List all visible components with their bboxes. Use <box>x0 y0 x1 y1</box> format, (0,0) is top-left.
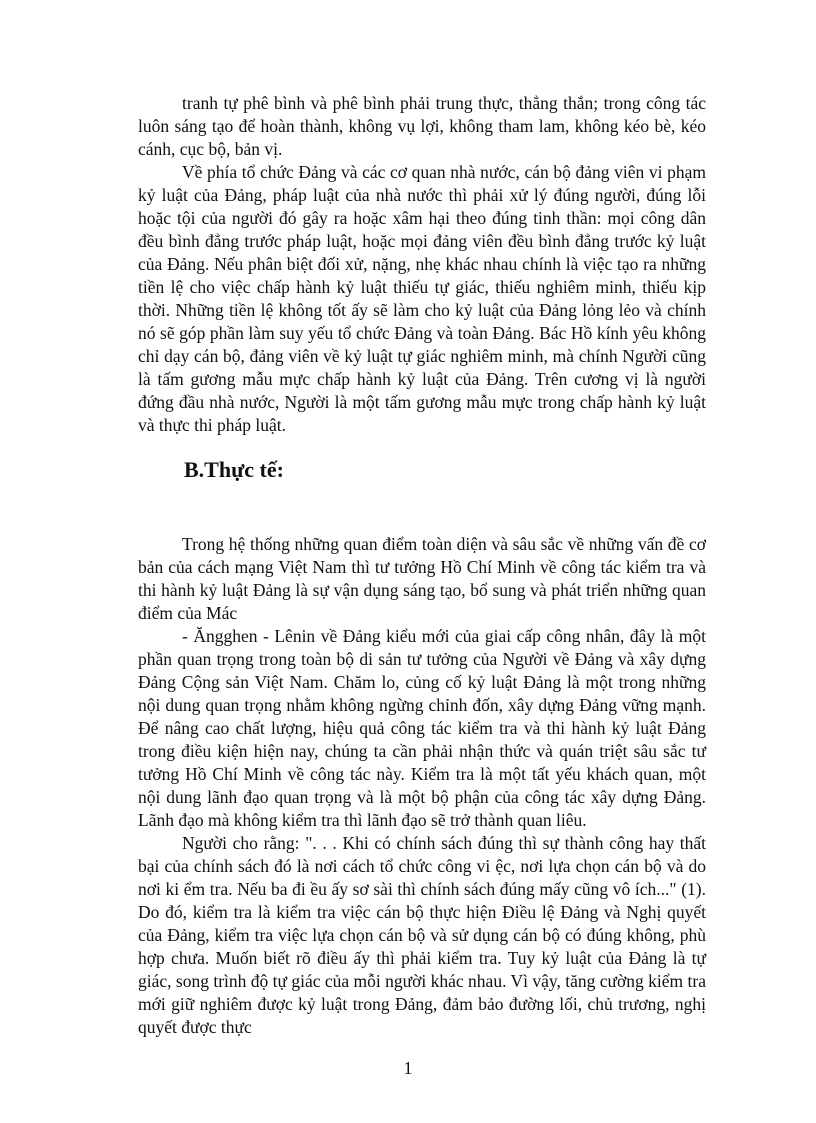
heading-spacer <box>138 485 706 533</box>
paragraph-continuation: tranh tự phê bình và phê bình phải trung thực, thẳng thắn; trong công tác luôn sáng tạo để hoàn thành, không vụ lợi, không tham lam, không kéo bè, kéo cánh, cục bộ, bản vị. <box>138 93 706 159</box>
page-number: 1 <box>403 1058 413 1078</box>
paragraph-discipline-enforcement: Về phía tổ chức Đảng và các cơ quan nhà nước, cán bộ đảng viên vi phạm kỷ luật của Đảng, pháp luật của nhà nước thì phải xử lý đúng người, đúng lỗi hoặc tội của người đó gây ra hoặc xâm hại theo đúng tinh thần: mọi công dân đều bình đẳng trước pháp luật, hoặc mọi đảng viên đều bình đẳng trước kỷ luật của Đảng. Nếu phân biệt đối xử, nặng, nhẹ khác nhau chính là việc tạo ra những tiền lệ cho việc chấp hành kỷ luật thiếu tự giác, thiếu nghiêm minh, thiếu kịp thời. Những tiền lệ không tốt ấy sẽ làm cho kỷ luật của Đảng lỏng lẻo và chính nó sẽ góp phần làm suy yếu tổ chức Đảng và toàn Đảng. Bác Hồ kính yêu không chỉ dạy cán bộ, đảng viên về kỷ luật tự giác nghiêm minh, mà chính Người cũng là tấm gương mẫu mực chấp hành kỷ luật của Đảng. Trên cương vị là người đứng đầu nhà nước, Người là một tấm gương mẫu mực trong chấp hành kỷ luật và thực thi pháp luật. <box>138 162 706 435</box>
paragraph-engels-lenin: - Ăngghen - Lênin về Đảng kiểu mới của giai cấp công nhân, đây là một phần quan trọng trong toàn bộ di sản tư tưởng của Người về Đảng và xây dựng Đảng Cộng sản Việt Nam. Chăm lo, củng cố kỷ luật Đảng là một trong những nội dung quan trọng nhằm không ngừng chỉnh đốn, xây dựng Đảng vững mạnh. Để nâng cao chất lượng, hiệu quả công tác kiểm tra và thi hành kỷ luật Đảng trong điều kiện hiện nay, chúng ta cần phải nhận thức và quán triệt sâu sắc tư tưởng Hồ Chí Minh về công tác này. Kiểm tra là một tất yếu khách quan, một nội dung lãnh đạo quan trọng và là một bộ phận của công tác xây dựng Đảng. Lãnh đạo mà không kiểm tra thì lãnh đạo sẽ trở thành quan liêu. <box>138 626 706 830</box>
paragraph-inspection-quote: Người cho rằng: ". . . Khi có chính sách đúng thì sự thành công hay thất bại của chính sách đó là nơi cách tổ chức công vi ệc, nơi lựa chọn cán bộ và do nơi ki ểm tra. Nếu ba đi ều ấy sơ sài thì chính sách đúng mấy cũng vô ích..." (1). Do đó, kiểm tra là kiểm tra việc cán bộ thực hiện Điều lệ Đảng và Nghị quyết của Đảng, kiểm tra việc lựa chọn cán bộ và sử dụng cán bộ có đúng không, phù hợp chưa. Muốn biết rõ điều ấy thì phải kiểm tra. Tuy kỷ luật của Đảng là tự giác, song trình độ tự giác của mỗi người khác nhau. Vì vậy, tăng cường kiểm tra mới giữ nghiêm được kỷ luật trong Đảng, đảm bảo đường lối, chủ trương, nghị quyết được thực <box>138 833 706 1037</box>
page-body <box>138 92 706 1039</box>
paragraph-ho-chi-minh-thought: Trong hệ thống những quan điểm toàn diện và sâu sắc về những vấn đề cơ bản của cách mạng Việt Nam thì tư tưởng Hồ Chí Minh về công tác kiểm tra và thi hành kỷ luật Đảng là sự vận dụng sáng tạo, bổ sung và phát triển những quan điểm của Mác <box>138 534 706 623</box>
section-heading: B.Thực tế: <box>184 457 284 482</box>
